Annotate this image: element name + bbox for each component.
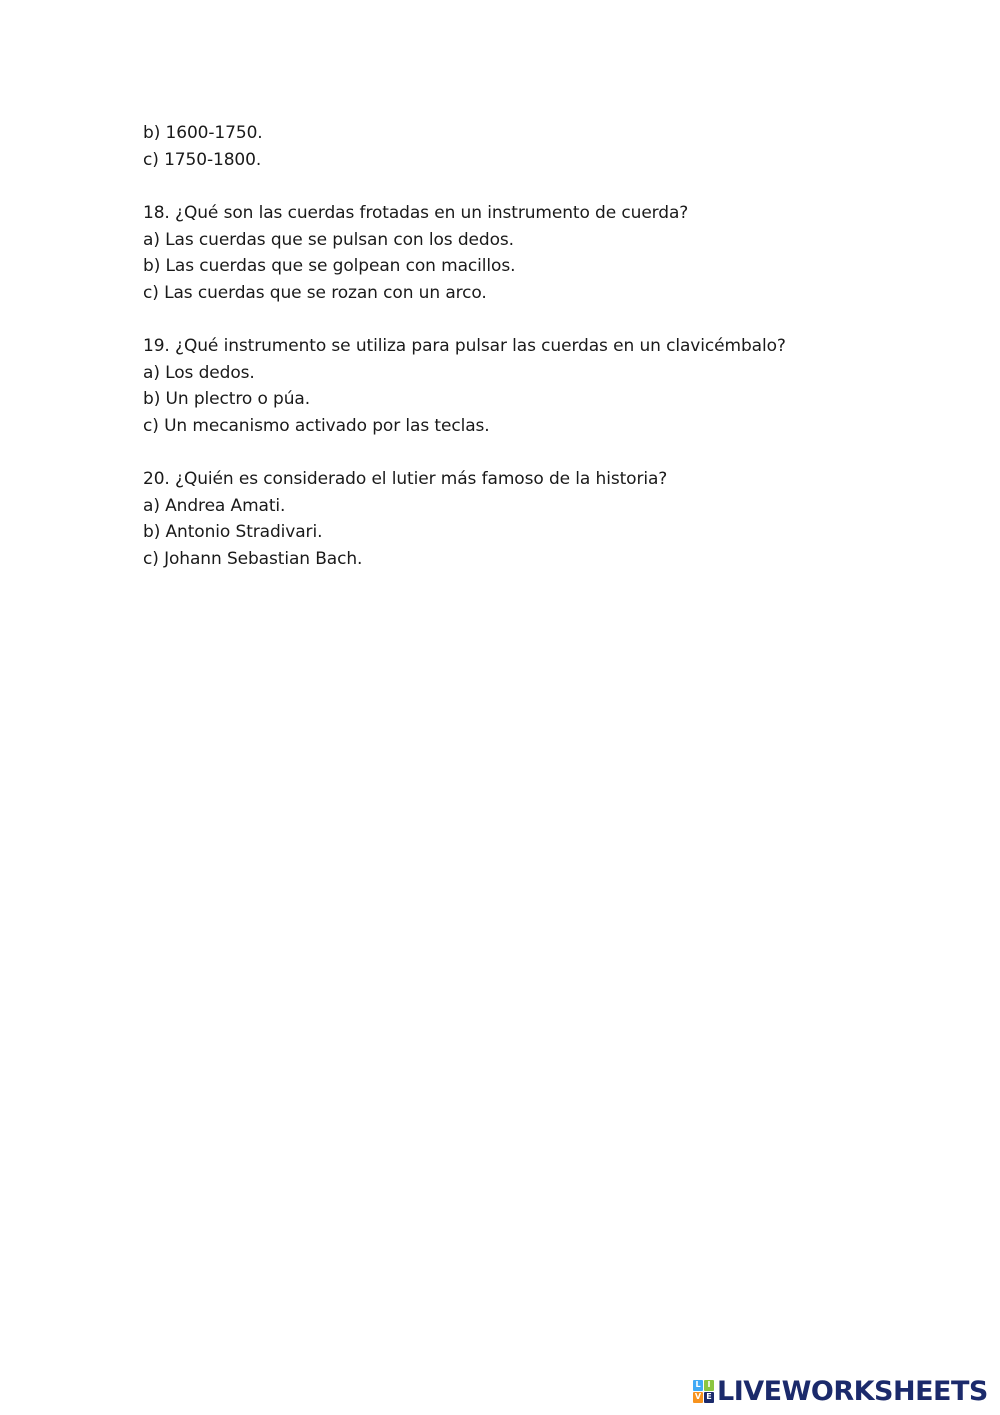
q18-question: 18. ¿Qué son las cuerdas frotadas en un instrumento de cuerda? [143, 203, 689, 223]
q17-option-c: c) 1750-1800. [143, 149, 262, 170]
q18-option-a: a) Las cuerdas que se pulsan con los dedos. [143, 229, 514, 250]
worksheet-content [143, 120, 903, 572]
logo-icon-cell: E [704, 1392, 714, 1403]
logo-icon-cell: L [693, 1380, 703, 1391]
q19-option-c: c) Un mecanismo activado por las teclas. [143, 415, 490, 436]
logo-icon-cell: V [694, 1392, 702, 1401]
spacer [143, 173, 903, 200]
q20-option-b: b) Antonio Stradivari. [143, 522, 323, 542]
spacer [143, 306, 903, 333]
q18-option-b: b) Las cuerdas que se golpean con macillos. [143, 256, 516, 276]
q19-option-b: b) Un plectro o púa. [143, 389, 311, 409]
logo-icon-cell: I [704, 1380, 714, 1391]
liveworksheets-logo [693, 1374, 988, 1408]
logo-icon [693, 1380, 714, 1403]
q20-option-a: a) Andrea Amati. [143, 495, 286, 516]
q19-question: 19. ¿Qué instrumento se utiliza para pulsar las cuerdas en un clavicémbalo? [143, 336, 786, 356]
q18-option-c: c) Las cuerdas que se rozan con un arco. [143, 282, 487, 303]
q19-option-a: a) Los dedos. [143, 362, 255, 383]
q20-question: 20. ¿Quién es considerado el lutier más famoso de la historia? [143, 469, 668, 489]
spacer [143, 439, 903, 466]
logo-text: LIVEWORKSHEETS [717, 1375, 988, 1407]
q17-option-b: b) 1600-1750. [143, 123, 263, 143]
q20-option-c: c) Johann Sebastian Bach. [143, 548, 363, 569]
